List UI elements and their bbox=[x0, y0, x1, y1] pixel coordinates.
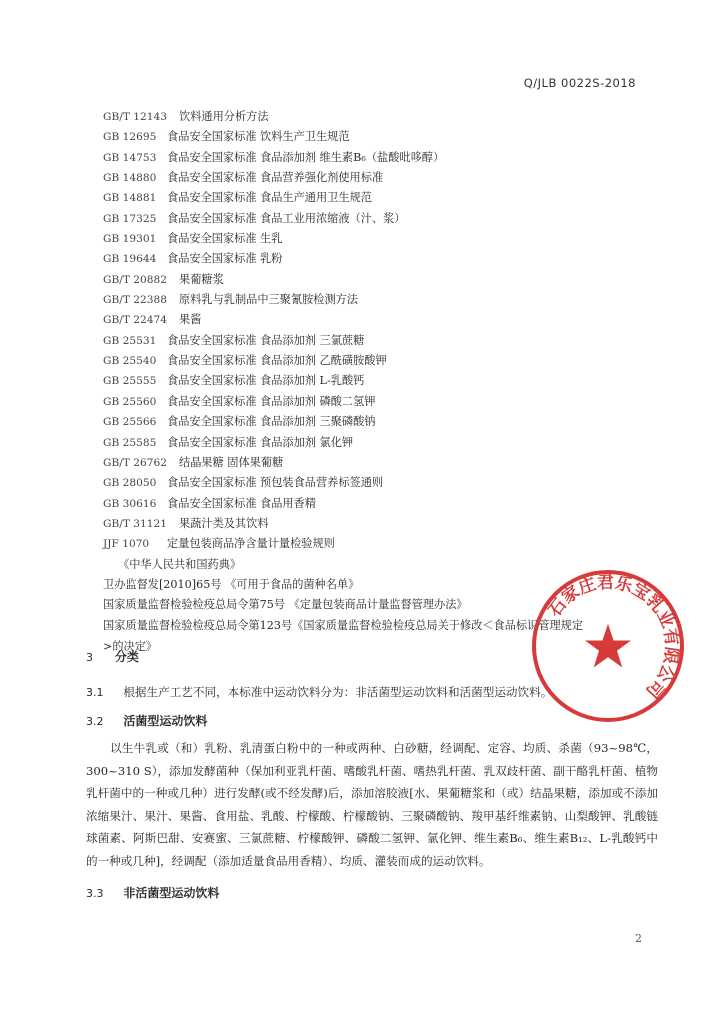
reference-title: 食品安全国家标准 食品工业用浓缩液（汁、浆） bbox=[167, 211, 406, 225]
reference-item bbox=[103, 412, 663, 432]
reference-title: 食品安全国家标准 预包装食品营养标签通则 bbox=[167, 476, 384, 490]
reference-title: 食品安全国家标准 食品添加剂 L-乳酸钙 bbox=[167, 374, 365, 388]
reference-title: 食品安全国家标准 食品用香精 bbox=[167, 496, 316, 510]
svg-text:石家庄君乐宝乳业有限公司: 石家庄君乐宝乳业有限公司 bbox=[544, 572, 682, 702]
reference-title: 果蔬汁类及其饮料 bbox=[179, 516, 269, 530]
reference-title: 食品安全国家标准 食品添加剂 乙酰磺胺酸钾 bbox=[167, 354, 387, 368]
reference-item bbox=[103, 310, 663, 330]
reference-title: 食品安全国家标准 食品添加剂 氯化钾 bbox=[167, 435, 354, 449]
clause-number: 3.3 bbox=[86, 887, 104, 900]
clause-3-2-heading bbox=[86, 712, 207, 729]
reference-item bbox=[103, 371, 663, 391]
section-3-heading bbox=[86, 648, 139, 665]
reference-item bbox=[103, 249, 663, 269]
reference-title: 饮料通用分析方法 bbox=[179, 110, 269, 123]
clause-number: 3.1 bbox=[86, 686, 104, 699]
reference-item bbox=[103, 494, 663, 514]
page-number: 2 bbox=[635, 932, 642, 945]
reference-code: GB 25585 bbox=[103, 436, 157, 449]
reference-item bbox=[103, 473, 663, 493]
clause-3-2-body: 以生牛乳或（和）乳粉、乳清蛋白粉中的一种或两种、白砂糖，经调配、定容、均质、杀菌（93~98℃，300~310 S），添加发酵菌种（保加利亚乳杆菌、嗜酸乳杆菌、嗜热乳杆菌、乳双歧杆菌、副干酪乳杆菌、植物乳杆菌中的一种或几种）进行发酵(或不经发酵)后，添加溶胶液[水、果葡糖浆和（或）结晶果糖，添加或不添加浓缩果汁、果汁、果酱、食用盐、乳酸、柠檬酸、柠檬酸钠、三聚磷酸钠、羧甲基纤维素钠、山梨酸钾、乳酸链球菌素、阿斯巴甜、安赛蜜、三氯蔗糖、柠檬酸钾、磷酸二氢钾、氯化钾、维生素B₆、维生素B₁₂、L-乳酸钙中的一种或几种]，经调配（添加适量食品用香精）、均质、灌装而成的运动饮料。 bbox=[86, 741, 658, 868]
clause-number: 3.2 bbox=[86, 715, 104, 728]
reference-item bbox=[103, 209, 663, 229]
reference-code: GB 25560 bbox=[103, 395, 157, 408]
reference-item bbox=[103, 514, 663, 534]
reference-item bbox=[103, 534, 663, 554]
clause-title: 非活菌型运动饮料 bbox=[123, 886, 220, 900]
section-number: 3 bbox=[86, 651, 93, 664]
reference-code: GB/T 22474 bbox=[103, 314, 167, 327]
reference-code: GB 12695 bbox=[103, 131, 157, 144]
clause-text: 根据生产工艺不同，本标准中运动饮料分为：非活菌型运动饮料和活菌型运动饮料。 bbox=[123, 685, 553, 699]
reference-code: GB 14753 bbox=[103, 151, 157, 164]
reference-item bbox=[103, 168, 663, 188]
reference-code: GB 25531 bbox=[103, 334, 157, 347]
reference-code: GB 25540 bbox=[103, 355, 157, 368]
reference-item bbox=[103, 453, 663, 473]
reference-continuation: >的决定》 bbox=[103, 639, 158, 653]
reference-title: 食品安全国家标准 食品营养强化剂使用标准 bbox=[167, 171, 384, 185]
reference-item: 卫办监督发[2010]65号 《可用于食品的菌种名单》 bbox=[103, 577, 360, 591]
reference-code: GB/T 22388 bbox=[103, 294, 167, 307]
clause-3-3-heading bbox=[86, 884, 219, 901]
reference-item bbox=[103, 392, 663, 412]
section-title: 分类 bbox=[114, 650, 139, 664]
document-code: Q/JLB 0022S-2018 bbox=[523, 76, 636, 90]
reference-item bbox=[103, 351, 663, 371]
reference-title: 食品安全国家标准 食品添加剂 维生素B₆（盐酸吡哆醇） bbox=[167, 150, 445, 164]
reference-item bbox=[103, 290, 663, 310]
reference-code: JJF 1070 bbox=[103, 538, 150, 551]
reference-item: 国家质量监督检验检疫总局令第123号《国家质量监督检验检疫总局关于修改＜食品标识管理规定 bbox=[103, 618, 584, 632]
reference-title: 原料乳与乳制品中三聚氰胺检测方法 bbox=[179, 293, 359, 307]
reference-item bbox=[103, 188, 663, 208]
reference-code: GB/T 26762 bbox=[103, 456, 167, 469]
company-seal bbox=[528, 566, 688, 726]
reference-title: 果酱 bbox=[179, 313, 202, 327]
reference-code: GB 19301 bbox=[103, 233, 157, 246]
reference-item bbox=[103, 148, 663, 168]
reference-title: 食品安全国家标准 食品添加剂 三氯蔗糖 bbox=[167, 333, 365, 347]
reference-code: GB 14881 bbox=[103, 192, 157, 205]
reference-code: GB 17325 bbox=[103, 212, 157, 225]
reference-title: 食品安全国家标准 乳粉 bbox=[167, 252, 283, 266]
reference-title: 食品安全国家标准 食品添加剂 三聚磷酸钠 bbox=[167, 415, 376, 429]
reference-item bbox=[103, 270, 663, 290]
reference-item: 《中华人民共和国药典》 bbox=[118, 557, 242, 571]
reference-code: GB 25555 bbox=[103, 375, 157, 388]
reference-item bbox=[103, 433, 663, 453]
clause-title: 活菌型运动饮料 bbox=[123, 714, 208, 728]
reference-item bbox=[103, 229, 663, 249]
clause-3-1 bbox=[86, 684, 552, 700]
reference-item bbox=[103, 107, 663, 127]
reference-title: 食品安全国家标准 饮料生产卫生规范 bbox=[167, 130, 350, 144]
reference-title: 结晶果糖 固体果葡糖 bbox=[179, 455, 284, 469]
reference-code: GB 19644 bbox=[103, 253, 157, 266]
reference-item bbox=[103, 127, 663, 147]
reference-title: 果葡糖浆 bbox=[179, 272, 224, 286]
reference-code: GB/T 31121 bbox=[103, 517, 167, 530]
reference-title: 食品安全国家标准 食品生产通用卫生规范 bbox=[167, 191, 372, 205]
reference-code: GB/T 12143 bbox=[103, 111, 167, 123]
reference-code: GB 28050 bbox=[103, 477, 157, 490]
reference-code: GB 30616 bbox=[103, 497, 157, 510]
reference-code: GB 25566 bbox=[103, 416, 157, 429]
reference-title: 定量包装商品净含量计量检验规则 bbox=[167, 537, 335, 551]
reference-item: 国家质量监督检验检疫总局令第75号 《定量包装商品计量监督管理办法》 bbox=[103, 598, 468, 612]
reference-code: GB 14880 bbox=[103, 172, 157, 185]
reference-title: 食品安全国家标准 食品添加剂 磷酸二氢钾 bbox=[167, 394, 376, 408]
reference-item bbox=[103, 331, 663, 351]
reference-title: 食品安全国家标准 生乳 bbox=[167, 232, 283, 246]
reference-code: GB/T 20882 bbox=[103, 273, 167, 286]
